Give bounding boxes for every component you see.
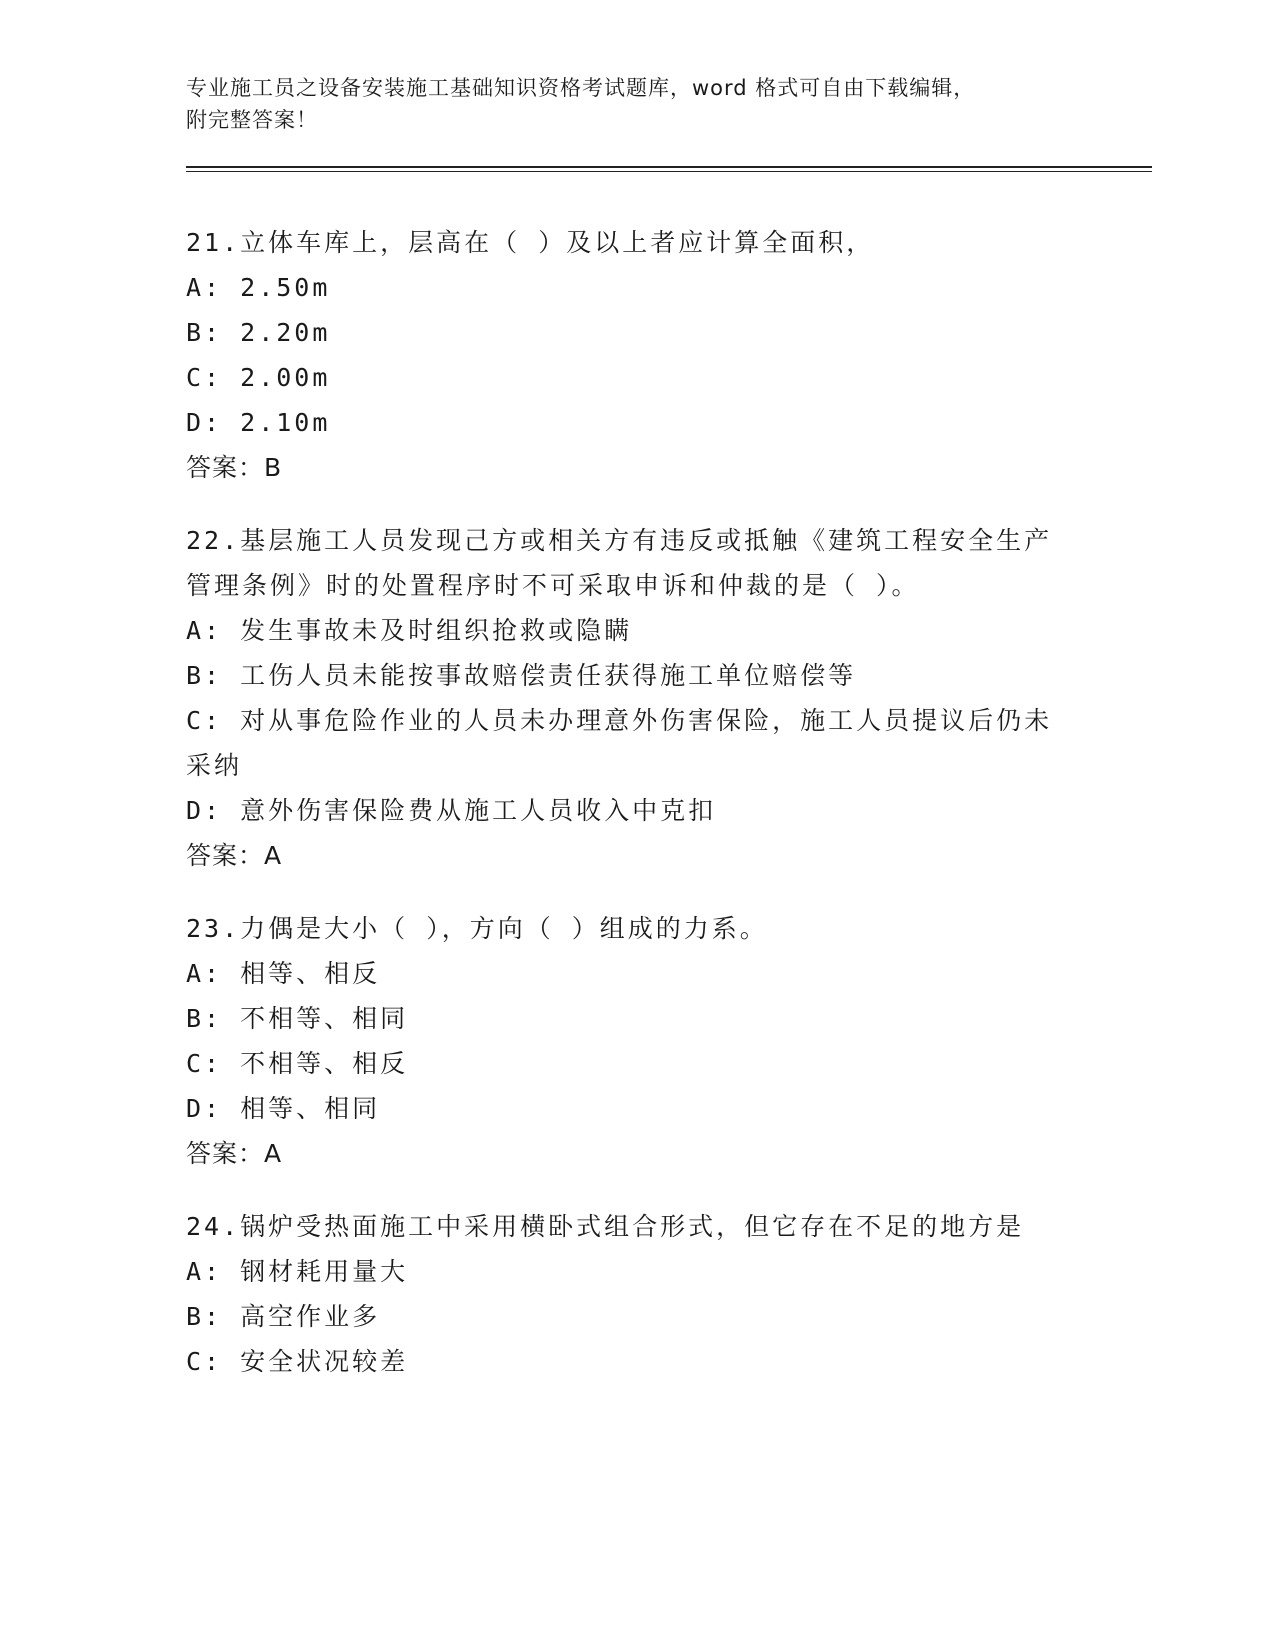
answer: 答案：B [186,453,283,482]
option-d: D: 意外伤害保险费从施工人员收入中克扣 [186,796,717,825]
option-d: D: 2.10m [186,408,331,437]
option-b: B: 2.20m [186,318,331,347]
option-a: A: 发生事故未及时组织抢救或隐瞒 [186,616,633,645]
question-text: 22.基层施工人员发现己方或相关方有违反或抵触《建筑工程安全生产 [186,526,1053,555]
option-b: B: 高空作业多 [186,1302,381,1331]
question-21 [186,220,1156,490]
option-c: C: 2.00m [186,363,331,392]
question-list [186,220,1156,1384]
option-d: D: 相等、相同 [186,1094,381,1123]
option-c: C: 不相等、相反 [186,1049,409,1078]
option-b: B: 不相等、相同 [186,1004,409,1033]
question-22 [186,518,1156,878]
option-a: A: 2.50m [186,273,331,302]
answer: 答案：A [186,841,283,870]
option-c: C: 对从事危险作业的人员未办理意外伤害保险，施工人员提议后仍未 [186,706,1053,735]
header-line-2: 附完整答案！ [186,108,318,132]
option-b: B: 工伤人员未能按事故赔偿责任获得施工单位赔偿等 [186,661,857,690]
question-text: 23.力偶是大小（ ），方向（ ）组成的力系。 [186,914,768,943]
question-23 [186,906,1156,1176]
option-a: A: 钢材耗用量大 [186,1257,409,1286]
question-text: 24.锅炉受热面施工中采用横卧式组合形式，但它存在不足的地方是 [186,1212,1025,1241]
document-page [186,72,1156,1412]
document-header [186,72,1156,136]
option-c: C: 安全状况较差 [186,1347,409,1376]
header-line-1: 专业施工员之设备安装施工基础知识资格考试题库，word 格式可自由下载编辑， [186,76,976,100]
answer: 答案：A [186,1139,283,1168]
question-text: 21.立体车库上，层高在（ ）及以上者应计算全面积， [186,228,875,257]
option-a: A: 相等、相反 [186,959,381,988]
question-text-cont: 管理条例》时的处置程序时不可采取申诉和仲裁的是（ ）。 [186,571,920,600]
option-c-cont: 采纳 [186,751,243,780]
header-divider [186,166,1152,172]
question-24 [186,1204,1156,1384]
